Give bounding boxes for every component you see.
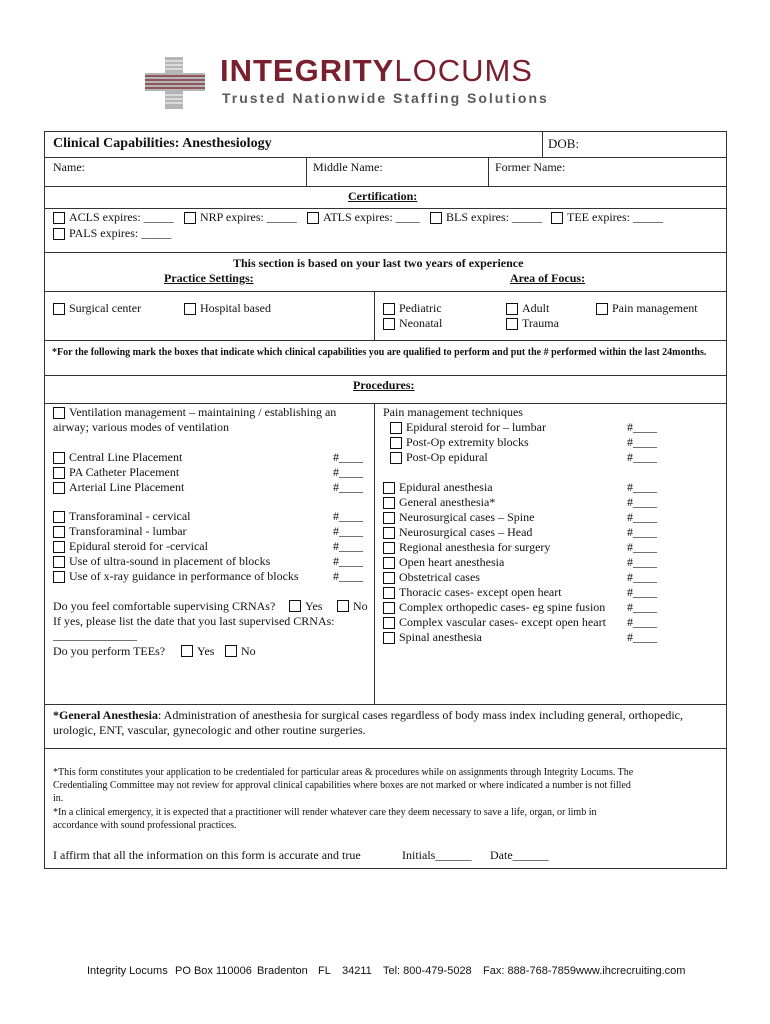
disclaimer-line5: accordance with sound professional practices.: [53, 820, 237, 831]
xray-blocks-count[interactable]: #____: [333, 569, 363, 583]
general-anesthesia-def-line2: urologic, ENT, vascular, gynecologic and other routine surgeries.: [53, 723, 366, 737]
footer-zip: 34211: [342, 965, 372, 977]
hospital-based-label: Hospital based: [200, 301, 271, 315]
logo-brand-bold: INTEGRITY: [220, 53, 395, 88]
pediatric-checkbox[interactable]: [383, 303, 395, 315]
thoracic-count[interactable]: #____: [627, 585, 657, 599]
pediatric-label: Pediatric: [399, 301, 442, 315]
ultrasound-blocks-label: Use of ultra-sound in placement of blocks: [69, 554, 271, 568]
open-heart-label: Open heart anesthesia: [399, 555, 505, 569]
footer-state: FL: [318, 965, 331, 977]
adult-checkbox[interactable]: [506, 303, 518, 315]
central-line-checkbox[interactable]: [53, 452, 65, 464]
pain-epidural-lumbar-checkbox[interactable]: [390, 422, 402, 434]
general-anesthesia-count[interactable]: #____: [627, 495, 657, 509]
transforaminal-cervical-label: Transforaminal - cervical: [69, 509, 191, 523]
ultrasound-blocks-checkbox[interactable]: [53, 556, 65, 568]
neonatal-checkbox[interactable]: [383, 318, 395, 330]
logo-brand-light: LOCUMS: [394, 53, 533, 88]
neuro-spine-label: Neurosurgical cases – Spine: [399, 510, 535, 524]
practice-settings-heading: Practice Settings:: [164, 271, 254, 285]
initials-field[interactable]: Initials______: [402, 848, 472, 862]
obstetrical-checkbox[interactable]: [383, 572, 395, 584]
pals-label: PALS expires: _____: [69, 226, 172, 240]
postop-extremity-label: Post-Op extremity blocks: [406, 435, 529, 449]
footer-pobox: PO Box 110006: [175, 965, 252, 977]
crna-date-blank[interactable]: ______________: [53, 628, 137, 642]
pa-catheter-label: PA Catheter Placement: [69, 465, 180, 479]
area-of-focus-heading: Area of Focus:: [510, 271, 586, 285]
tee-label: TEE expires: _____: [567, 210, 663, 224]
footer-company: Integrity Locums: [87, 965, 168, 977]
acls-label: ACLS expires: _____: [69, 210, 174, 224]
neuro-spine-checkbox[interactable]: [383, 512, 395, 524]
crna-yes-checkbox[interactable]: [289, 600, 301, 612]
disclaimer-line3: in.: [53, 793, 64, 804]
hospital-based-checkbox[interactable]: [184, 303, 196, 315]
complex-ortho-label: Complex orthopedic cases- eg spine fusion: [399, 600, 606, 614]
form-title: Clinical Capabilities: Anesthesiology: [53, 136, 272, 151]
procedures-heading: Procedures:: [353, 378, 415, 392]
general-anesthesia-definition: [53, 708, 683, 723]
disclaimer-line4: *In a clinical emergency, it is expected that a practitioner will render whatever care they deem necessary to save a life, organ, or limb in: [53, 807, 597, 818]
middle-name-field[interactable]: Middle Name:: [313, 160, 383, 174]
logo-tagline: Trusted Nationwide Staffing Solutions: [222, 90, 549, 106]
regional-anesthesia-checkbox[interactable]: [383, 542, 395, 554]
spinal-anesthesia-checkbox[interactable]: [383, 632, 395, 644]
transforaminal-lumbar-count[interactable]: #____: [333, 524, 363, 538]
transforaminal-cervical-count[interactable]: #____: [333, 509, 363, 523]
pain-management-checkbox[interactable]: [596, 303, 608, 315]
central-line-count[interactable]: #____: [333, 450, 363, 464]
tee-no-label: No: [241, 644, 256, 658]
tee-question: Do you perform TEEs?: [53, 644, 166, 658]
regional-anesthesia-count[interactable]: #____: [627, 540, 657, 554]
postop-epidural-label: Post-Op epidural: [406, 450, 488, 464]
complex-vascular-label: Complex vascular cases- except open heart: [399, 615, 606, 629]
tee-yes-label: Yes: [197, 644, 215, 658]
tee-checkbox[interactable]: [551, 212, 563, 224]
epidural-cervical-count[interactable]: #____: [333, 539, 363, 553]
xray-blocks-label: Use of x-ray guidance in performance of blocks: [69, 569, 299, 583]
regional-anesthesia-label: Regional anesthesia for surgery: [399, 540, 551, 554]
epidural-anesthesia-checkbox[interactable]: [383, 482, 395, 494]
pals-checkbox[interactable]: [53, 228, 65, 240]
ultrasound-blocks-count[interactable]: #____: [333, 554, 363, 568]
postop-epidural-checkbox[interactable]: [390, 452, 402, 464]
transforaminal-cervical-checkbox[interactable]: [53, 511, 65, 523]
epidural-anesthesia-count[interactable]: #____: [627, 480, 657, 494]
arterial-line-count[interactable]: #____: [333, 480, 363, 494]
general-anesthesia-def-line1: : Administration of anesthesia for surgical cases regardless of body mass index including general, orthopedic,: [158, 708, 683, 722]
instruction-text: *For the following mark the boxes that indicate which clinical capabilities you are qualified to perform and put the # performed within the last 24months.: [52, 347, 707, 358]
logo: [145, 52, 575, 112]
transforaminal-lumbar-label: Transforaminal - lumbar: [69, 524, 187, 538]
open-heart-count[interactable]: #____: [627, 555, 657, 569]
pain-epidural-lumbar-count[interactable]: #____: [627, 420, 657, 434]
tee-no-checkbox[interactable]: [225, 645, 237, 657]
crna-question: Do you feel comfortable supervising CRNAs?: [53, 599, 276, 613]
former-name-field[interactable]: Former Name:: [495, 160, 566, 174]
trauma-checkbox[interactable]: [506, 318, 518, 330]
postop-extremity-checkbox[interactable]: [390, 437, 402, 449]
name-field[interactable]: Name:: [53, 160, 85, 174]
crna-no-checkbox[interactable]: [337, 600, 349, 612]
thoracic-label: Thoracic cases- except open heart: [399, 585, 562, 599]
affirm-text: I affirm that all the information on this form is accurate and true: [53, 848, 361, 862]
spinal-anesthesia-count[interactable]: #____: [627, 630, 657, 644]
bls-label: BLS expires: _____: [446, 210, 542, 224]
epidural-anesthesia-label: Epidural anesthesia: [399, 480, 493, 494]
pain-management-label: Pain management: [612, 301, 698, 315]
dob-field[interactable]: DOB:: [548, 136, 580, 151]
footer-fax: Fax: 888-768-7859: [483, 965, 576, 977]
postop-extremity-count[interactable]: #____: [627, 435, 657, 449]
bls-checkbox[interactable]: [430, 212, 442, 224]
neonatal-label: Neonatal: [399, 316, 443, 330]
atls-label: ATLS expires: ____: [323, 210, 420, 224]
adult-label: Adult: [522, 301, 550, 315]
general-anesthesia-checkbox[interactable]: [383, 497, 395, 509]
footer-tel: Tel: 800-479-5028: [383, 965, 472, 977]
general-anesthesia-term: *General Anesthesia: [53, 708, 158, 722]
acls-checkbox[interactable]: [53, 212, 65, 224]
certification-heading: Certification:: [348, 189, 418, 203]
pa-catheter-checkbox[interactable]: [53, 467, 65, 479]
obstetrical-label: Obstetrical cases: [399, 570, 480, 584]
ventilation-line1: Ventilation management – maintaining / establishing an: [69, 405, 337, 419]
disclaimer-line2: Credentialing Committee may not review for approval clinical capabilities where boxes are not marked or where indicated a number is not filled: [53, 780, 631, 791]
ventilation-checkbox[interactable]: [53, 407, 65, 419]
surgical-center-checkbox[interactable]: [53, 303, 65, 315]
neuro-head-checkbox[interactable]: [383, 527, 395, 539]
transforaminal-lumbar-checkbox[interactable]: [53, 526, 65, 538]
complex-vascular-count[interactable]: #____: [627, 615, 657, 629]
general-anesthesia-label: General anesthesia*: [399, 495, 496, 509]
footer-web[interactable]: www.ihcrecruiting.com: [576, 965, 686, 977]
arterial-line-checkbox[interactable]: [53, 482, 65, 494]
postop-epidural-count[interactable]: #____: [627, 450, 657, 464]
trauma-label: Trauma: [522, 316, 559, 330]
epidural-cervical-checkbox[interactable]: [53, 541, 65, 553]
neuro-head-label: Neurosurgical cases – Head: [399, 525, 533, 539]
thoracic-checkbox[interactable]: [383, 587, 395, 599]
pain-techniques-heading: Pain management techniques: [383, 405, 523, 419]
nrp-label: NRP expires: _____: [200, 210, 297, 224]
disclaimer-line1: *This form constitutes your application to be credentialed for particular areas & procedures while on assignments through Integrity Locums. The: [53, 767, 634, 778]
arterial-line-label: Arterial Line Placement: [69, 480, 185, 494]
pain-epidural-lumbar-label: Epidural steroid for – lumbar: [406, 420, 546, 434]
open-heart-checkbox[interactable]: [383, 557, 395, 569]
obstetrical-count[interactable]: #____: [627, 570, 657, 584]
epidural-cervical-label: Epidural steroid for -cervical: [69, 539, 208, 553]
complex-ortho-checkbox[interactable]: [383, 602, 395, 614]
neuro-head-count[interactable]: #____: [627, 525, 657, 539]
crna-yes-label: Yes: [305, 599, 323, 613]
pa-catheter-count[interactable]: #____: [333, 465, 363, 479]
experience-note: This section is based on your last two years of experience: [233, 256, 524, 270]
date-field[interactable]: Date______: [490, 848, 549, 862]
cross-logo-icon: [145, 57, 205, 109]
neuro-spine-count[interactable]: #____: [627, 510, 657, 524]
central-line-label: Central Line Placement: [69, 450, 183, 464]
nrp-checkbox[interactable]: [184, 212, 196, 224]
complex-ortho-count[interactable]: #____: [627, 600, 657, 614]
crna-date-question: If yes, please list the date that you last supervised CRNAs:: [53, 614, 335, 628]
complex-vascular-checkbox[interactable]: [383, 617, 395, 629]
crna-no-label: No: [353, 599, 368, 613]
xray-blocks-checkbox[interactable]: [53, 571, 65, 583]
footer-city: Bradenton: [257, 965, 308, 977]
logo-brand: [220, 54, 533, 88]
tee-yes-checkbox[interactable]: [181, 645, 193, 657]
atls-checkbox[interactable]: [307, 212, 319, 224]
ventilation-line2: airway; various modes of ventilation: [53, 420, 229, 434]
spinal-anesthesia-label: Spinal anesthesia: [399, 630, 482, 644]
surgical-center-label: Surgical center: [69, 301, 142, 315]
